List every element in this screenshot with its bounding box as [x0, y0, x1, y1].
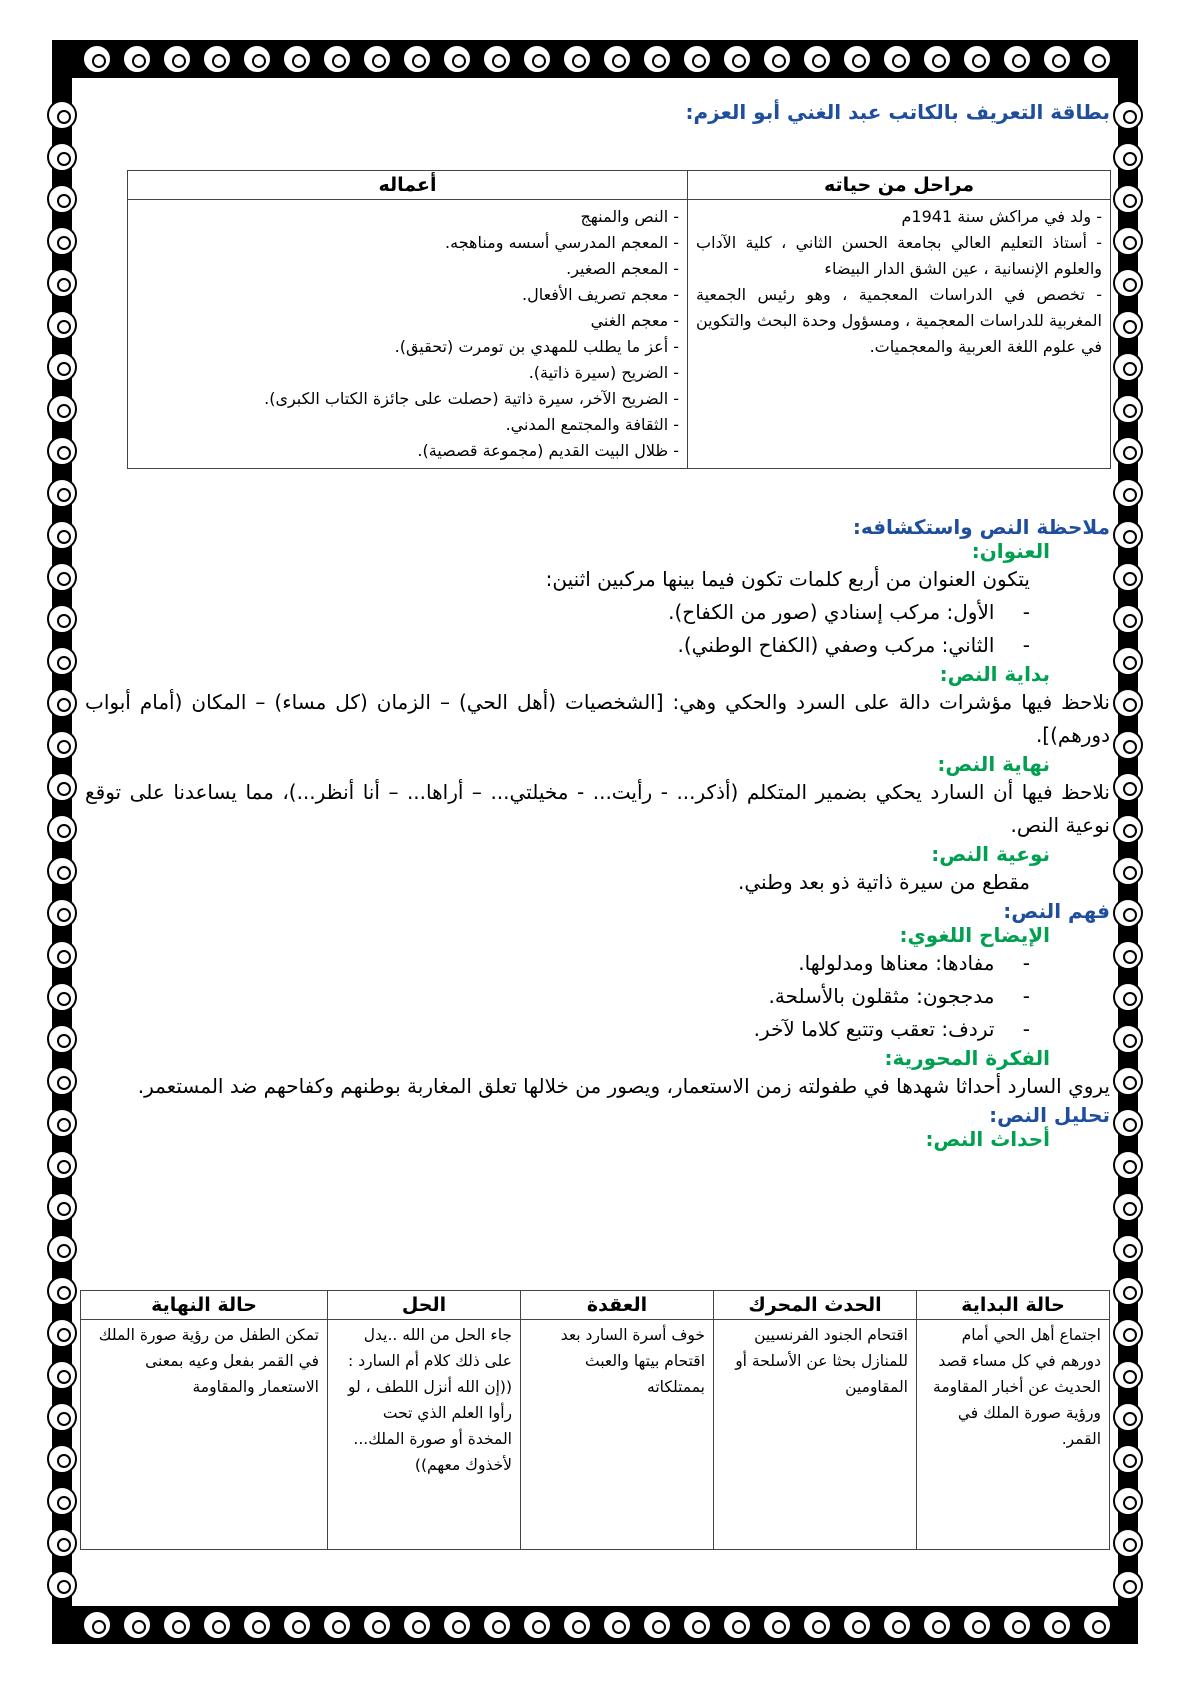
border-flower-ornament: [47, 1234, 77, 1264]
border-flower-ornament: [242, 1610, 272, 1640]
section-observation-heading: ملاحظة النص واستكشافه:: [852, 515, 1110, 539]
border-flower-ornament: [47, 1318, 77, 1348]
page-content: [85, 100, 1110, 124]
header-resolution: الحل: [328, 1291, 521, 1320]
border-flower-ornament: [1113, 772, 1143, 802]
title-item: - الأول: مركب إسنادي (صور من الكفاح).: [85, 596, 1030, 629]
border-flower-ornament: [242, 44, 272, 74]
border-flower-ornament: [442, 44, 472, 74]
header-life: مراحل من حياته: [688, 171, 1111, 200]
border-flower-ornament: [47, 604, 77, 634]
border-flower-ornament: [47, 100, 77, 130]
end-text: نلاحظ فيها أن السارد يحكي بضمير المتكلم (أذكر... - رأيت... - مخيلتي... – أراها... – أنا أنظر...)، مما يساعدنا على توقع نوعية النص.: [85, 780, 1110, 837]
border-flower-ornament: [1113, 1486, 1143, 1516]
border-flower-ornament: [47, 478, 77, 508]
life-item: - ولد في مراكش سنة 1941م: [901, 207, 1102, 226]
subheading-main-idea: الفكرة المحورية:: [884, 1046, 1050, 1070]
border-flower-ornament: [482, 1610, 512, 1640]
border-flower-ornament: [882, 1610, 912, 1640]
events-cell: اقتحام الجنود الفرنسيين للمنازل بحثا عن الأسلحة أو المقاومين: [714, 1320, 917, 1550]
events-cell: اجتماع أهل الحي أمام دورهم في كل مساء قصد الحديث عن أخبار المقاومة ورؤية صورة الملك في القمر.: [917, 1320, 1110, 1550]
border-flower-ornament: [882, 44, 912, 74]
author-table: [127, 170, 1111, 469]
border-flower-ornament: [82, 1610, 112, 1640]
border-flower-ornament: [1113, 184, 1143, 214]
border-flower-ornament: [802, 44, 832, 74]
border-flower-ornament: [322, 1610, 352, 1640]
border-flower-ornament: [522, 44, 552, 74]
border-flower-ornament: [47, 1276, 77, 1306]
border-flower-ornament: [682, 1610, 712, 1640]
events-cell: تمكن الطفل من رؤية صورة الملك في القمر بفعل وعيه بمعنى الاستعمار والمقاومة: [81, 1320, 328, 1550]
section-analysis-heading: تحليل النص:: [989, 1103, 1110, 1127]
border-flower-ornament: [47, 1066, 77, 1096]
subheading-events: أحداث النص:: [925, 1127, 1050, 1151]
border-flower-ornament: [47, 688, 77, 718]
border-flower-ornament: [122, 1610, 152, 1640]
border-flower-ornament: [1113, 646, 1143, 676]
header-trigger-event: الحدث المحرك: [714, 1291, 917, 1320]
end-paragraph: [85, 776, 1110, 842]
lexical-item: - مفادها: معناها ومدلولها.: [85, 947, 1030, 980]
border-flower-ornament: [1113, 394, 1143, 424]
border-flower-ornament: [722, 44, 752, 74]
border-flower-ornament: [202, 1610, 232, 1640]
work-item: - أعز ما يطلب للمهدي بن تومرت (تحقيق).: [394, 337, 679, 356]
border-flower-ornament: [162, 1610, 192, 1640]
border-flower-ornament: [47, 814, 77, 844]
events-cell: جاء الحل من الله ..يدل على ذلك كلام أم السارد : ((إن الله أنزل اللطف ، لو رأوا العلم الذي تحت المخدة أو صورة الملك... لأخذوك معهم)): [328, 1320, 521, 1550]
type-paragraph: مقطع من سيرة ذاتية ذو بعد وطني.: [738, 870, 1030, 894]
page-title: بطاقة التعريف بالكاتب عبد الغني أبو العزم:: [685, 100, 1110, 124]
border-flower-ornament: [842, 1610, 872, 1640]
work-item: - معجم تصريف الأفعال.: [522, 285, 679, 304]
border-flower-ornament: [47, 1402, 77, 1432]
border-flower-ornament: [1113, 1360, 1143, 1390]
border-flower-ornament: [1113, 562, 1143, 592]
subheading-title: العنوان:: [971, 539, 1050, 563]
border-flower-ornament: [1113, 1234, 1143, 1264]
work-item: - ظلال البيت القديم (مجموعة قصصية).: [417, 441, 679, 460]
border-flower-ornament: [1113, 856, 1143, 886]
border-flower-ornament: [402, 44, 432, 74]
border-flower-ornament: [1113, 1192, 1143, 1222]
border-flower-ornament: [47, 772, 77, 802]
border-flower-ornament: [47, 1444, 77, 1474]
start-paragraph: [85, 686, 1110, 752]
main-idea-paragraph: يروي السارد أحداثا شهدها في طفولته زمن الاستعمار، ويصور من خلالها تعلق المغاربة بوطنهم وكفاحهم ضد المستعمر.: [137, 1074, 1110, 1098]
border-flower-ornament: [1042, 1610, 1072, 1640]
title-paragraph: يتكون العنوان من أربع كلمات تكون فيما بينها مركبين اثنين:: [545, 567, 1030, 591]
border-flower-ornament: [47, 226, 77, 256]
work-item: - الضريح (سيرة ذاتية).: [528, 363, 679, 382]
border-flower-ornament: [47, 436, 77, 466]
border-flower-ornament: [47, 1150, 77, 1180]
border-flower-ornament: [47, 1486, 77, 1516]
work-item: - الثقافة والمجتمع المدني.: [505, 415, 679, 434]
header-final-state: حالة النهاية: [81, 1291, 328, 1320]
border-flower-ornament: [1113, 688, 1143, 718]
works-cell: [128, 200, 688, 469]
border-flower-ornament: [282, 1610, 312, 1640]
border-flower-ornament: [162, 44, 192, 74]
work-item: - المعجم المدرسي أسسه ومناهجه.: [445, 233, 679, 252]
border-flower-ornament: [1113, 1276, 1143, 1306]
border-flower-ornament: [1113, 226, 1143, 256]
border-flower-ornament: [762, 44, 792, 74]
border-flower-ornament: [482, 44, 512, 74]
border-flower-ornament: [47, 394, 77, 424]
border-flower-ornament: [1113, 352, 1143, 382]
border-flower-ornament: [1113, 1318, 1143, 1348]
border-flower-ornament: [47, 1528, 77, 1558]
border-flower-ornament: [122, 44, 152, 74]
subheading-start: بداية النص:: [939, 662, 1050, 686]
border-flower-ornament: [1113, 730, 1143, 760]
border-flower-ornament: [1113, 604, 1143, 634]
border-flower-ornament: [1113, 100, 1143, 130]
border-flower-ornament: [47, 1108, 77, 1138]
body-sections: [85, 515, 1110, 1151]
border-flower-ornament: [47, 856, 77, 886]
border-flower-ornament: [47, 268, 77, 298]
border-flower-ornament: [602, 1610, 632, 1640]
border-flower-ornament: [402, 1610, 432, 1640]
border-flower-ornament: [1113, 940, 1143, 970]
header-initial-state: حالة البداية: [917, 1291, 1110, 1320]
border-flower-ornament: [602, 44, 632, 74]
border-flower-ornament: [282, 44, 312, 74]
border-flower-ornament: [682, 44, 712, 74]
border-flower-ornament: [962, 44, 992, 74]
border-flower-ornament: [47, 310, 77, 340]
border-flower-ornament: [522, 1610, 552, 1640]
border-flower-ornament: [642, 1610, 672, 1640]
life-item: - أستاذ التعليم العالي بجامعة الحسن الثاني ، كلية الآداب والعلوم الإنسانية ، عين الشق الدار البيضاء: [696, 233, 1102, 278]
border-flower-ornament: [1113, 1570, 1143, 1600]
border-flower-ornament: [722, 1610, 752, 1640]
border-flower-ornament: [642, 44, 672, 74]
start-text: نلاحظ فيها مؤشرات دالة على السرد والحكي وهي: [الشخصيات (أهل الحي) – الزمان (كل مساء) – المكان (أمام أبواب دورهم)].: [85, 690, 1110, 747]
border-flower-ornament: [47, 562, 77, 592]
border-flower-ornament: [1113, 1024, 1143, 1054]
border-flower-ornament: [47, 184, 77, 214]
border-flower-ornament: [1002, 44, 1032, 74]
border-flower-ornament: [1042, 44, 1072, 74]
border-flower-ornament: [962, 1610, 992, 1640]
work-item: - المعجم الصغير.: [566, 259, 679, 278]
life-item: - تخصص في الدراسات المعجمية ، وهو رئيس الجمعية المغربية للدراسات المعجمية ، ومسؤول وحدة البحث والتكوين في علوم اللغة العربية والمعجميات.: [696, 285, 1102, 356]
life-cell: [688, 200, 1111, 469]
border-flower-ornament: [47, 940, 77, 970]
border-flower-ornament: [322, 44, 352, 74]
border-flower-ornament: [442, 1610, 472, 1640]
border-flower-ornament: [1113, 142, 1143, 172]
border-flower-ornament: [47, 142, 77, 172]
border-flower-ornament: [47, 898, 77, 928]
border-flower-ornament: [802, 1610, 832, 1640]
border-flower-ornament: [1082, 1610, 1112, 1640]
subheading-end: نهاية النص:: [937, 752, 1050, 776]
border-flower-ornament: [47, 1570, 77, 1600]
border-flower-ornament: [1113, 1066, 1143, 1096]
border-flower-ornament: [47, 520, 77, 550]
header-complication: العقدة: [521, 1291, 714, 1320]
border-flower-ornament: [1113, 1528, 1143, 1558]
subheading-type: نوعية النص:: [931, 842, 1050, 866]
border-flower-ornament: [1113, 898, 1143, 928]
border-flower-ornament: [1113, 310, 1143, 340]
events-table: [80, 1290, 1110, 1550]
work-item: - الضريح الآخر، سيرة ذاتية (حصلت على جائزة الكتاب الكبرى).: [264, 389, 679, 408]
border-flower-ornament: [82, 44, 112, 74]
border-flower-ornament: [47, 730, 77, 760]
border-flower-ornament: [1113, 1108, 1143, 1138]
border-flower-ornament: [362, 44, 392, 74]
border-flower-ornament: [1113, 436, 1143, 466]
border-flower-ornament: [202, 44, 232, 74]
border-flower-ornament: [1113, 1402, 1143, 1432]
section-understanding-heading: فهم النص:: [1003, 899, 1110, 923]
border-flower-ornament: [362, 1610, 392, 1640]
border-flower-ornament: [1113, 1150, 1143, 1180]
events-cell: خوف أسرة السارد بعد اقتحام بيتها والعبث بممتلكاته: [521, 1320, 714, 1550]
border-flower-ornament: [1113, 982, 1143, 1012]
border-flower-ornament: [1113, 1444, 1143, 1474]
border-flower-ornament: [47, 1360, 77, 1390]
border-flower-ornament: [47, 1192, 77, 1222]
border-flower-ornament: [1002, 1610, 1032, 1640]
border-flower-ornament: [842, 44, 872, 74]
border-flower-ornament: [1113, 478, 1143, 508]
border-flower-ornament: [1082, 44, 1112, 74]
border-flower-ornament: [47, 352, 77, 382]
work-item: - معجم الغني: [590, 311, 679, 330]
border-flower-ornament: [47, 646, 77, 676]
border-flower-ornament: [922, 1610, 952, 1640]
border-flower-ornament: [1113, 268, 1143, 298]
border-flower-ornament: [922, 44, 952, 74]
subheading-lexical: الإيضاح اللغوي:: [899, 923, 1050, 947]
border-flower-ornament: [762, 1610, 792, 1640]
lexical-item: - تردف: تعقب وتتبع كلاما لآخر.: [85, 1013, 1030, 1046]
lexical-item: - مدججون: مثقلون بالأسلحة.: [85, 980, 1030, 1013]
header-works: أعماله: [128, 171, 688, 200]
border-flower-ornament: [1113, 814, 1143, 844]
title-item: - الثاني: مركب وصفي (الكفاح الوطني).: [85, 629, 1030, 662]
border-flower-ornament: [562, 44, 592, 74]
border-flower-ornament: [1113, 520, 1143, 550]
border-flower-ornament: [562, 1610, 592, 1640]
work-item: - النص والمنهج: [580, 207, 679, 226]
border-flower-ornament: [47, 1024, 77, 1054]
border-flower-ornament: [47, 982, 77, 1012]
